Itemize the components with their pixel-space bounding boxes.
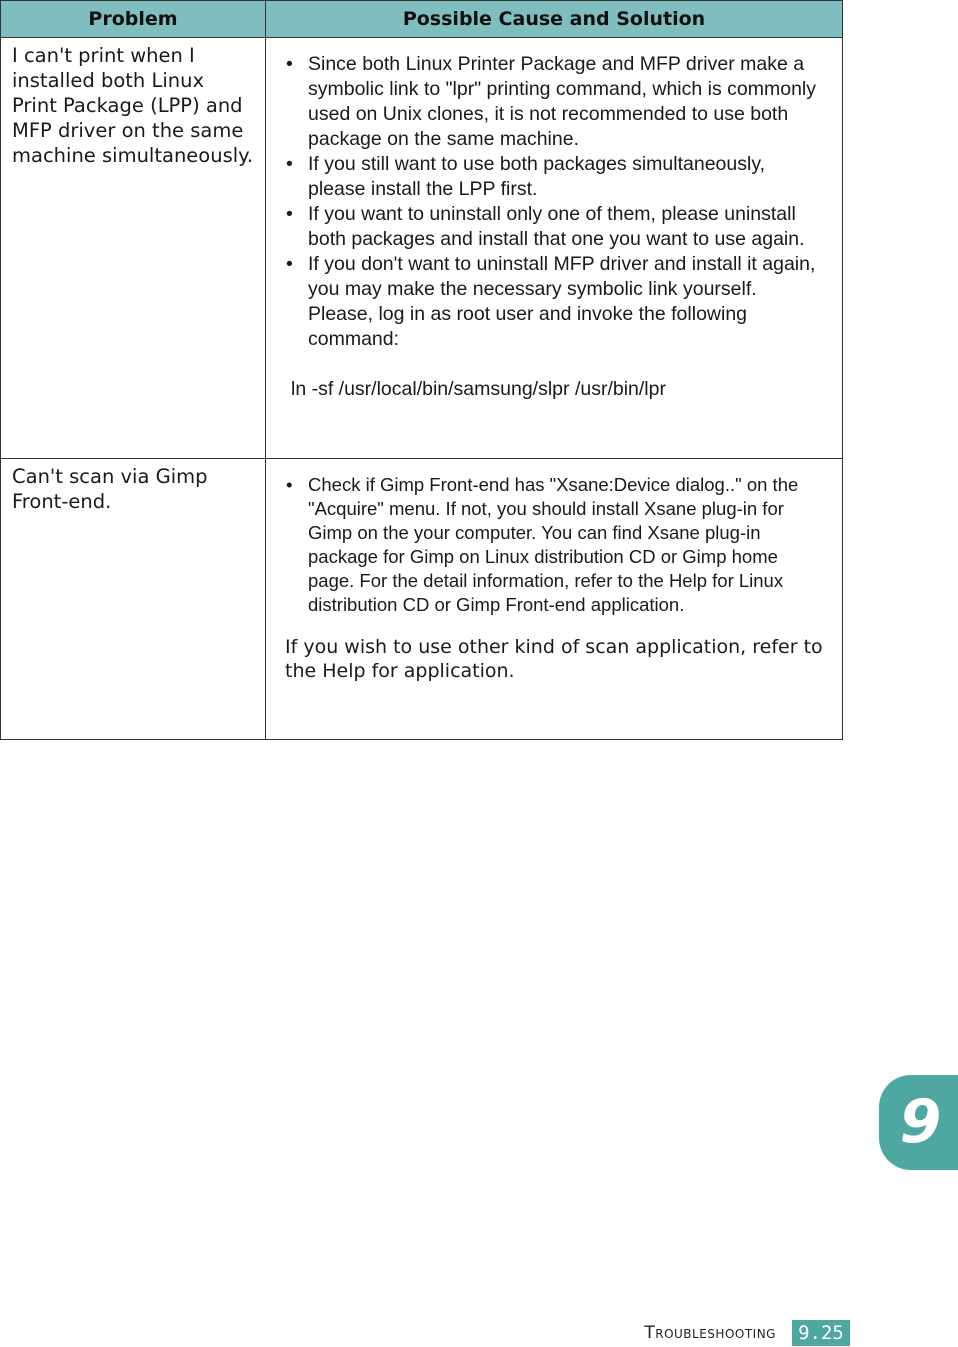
solution-bullet: • If you want to uninstall only one of them, please uninstall both packages and install that one you want to use again.: [284, 202, 826, 252]
solution-bullet: • Check if Gimp Front-end has "Xsane:Device dialog.." on the "Acquire" menu. If not, you should install Xsane plug-in for Gimp on the your computer. You can find Xsane plug-in package for Gimp on Linux distribution CD or Gimp home page. For the detail information, refer to the Help for Linux distribution CD or Gimp Front-end application.: [284, 473, 826, 617]
solution-bullet: • Since both Linux Printer Package and MFP driver make a symbolic link to "lpr" printing command, which is commonly used on Unix clones, it is not recommended to use both package on the same machine.: [284, 52, 826, 152]
footer-section-title: Troubleshooting: [644, 1323, 776, 1343]
page-footer: [600, 1320, 850, 1346]
column-header-solution: Possible Cause and Solution: [266, 1, 843, 38]
table-row: [1, 459, 843, 740]
solution-list: [284, 473, 826, 617]
solution-note: If you wish to use other kind of scan application, refer to the Help for application.: [285, 636, 823, 682]
column-header-problem: Problem: [1, 1, 266, 38]
chapter-tab: 9: [879, 1075, 958, 1170]
command-line: ln -sf /usr/local/bin/samsung/slpr /usr/bin/lpr: [291, 378, 666, 400]
page-number: 9.25: [792, 1320, 850, 1346]
solution-cell: [266, 459, 843, 740]
problem-cell: Can't scan via Gimp Front-end.: [1, 459, 266, 740]
table-row: [1, 38, 843, 459]
troubleshooting-table: [0, 0, 843, 740]
solution-bullet: • If you don't want to uninstall MFP driver and install it again, you may make the necessary symbolic link yourself. Please, log in as root user and invoke the following command:: [284, 252, 826, 352]
solution-list: [284, 52, 826, 352]
solution-cell: [266, 38, 843, 459]
table-header-row: [1, 1, 843, 38]
problem-cell: I can't print when I installed both Linux Print Package (LPP) and MFP driver on the same machine simultaneously.: [1, 38, 266, 459]
solution-bullet: • If you still want to use both packages simultaneously, please install the LPP first.: [284, 152, 826, 202]
